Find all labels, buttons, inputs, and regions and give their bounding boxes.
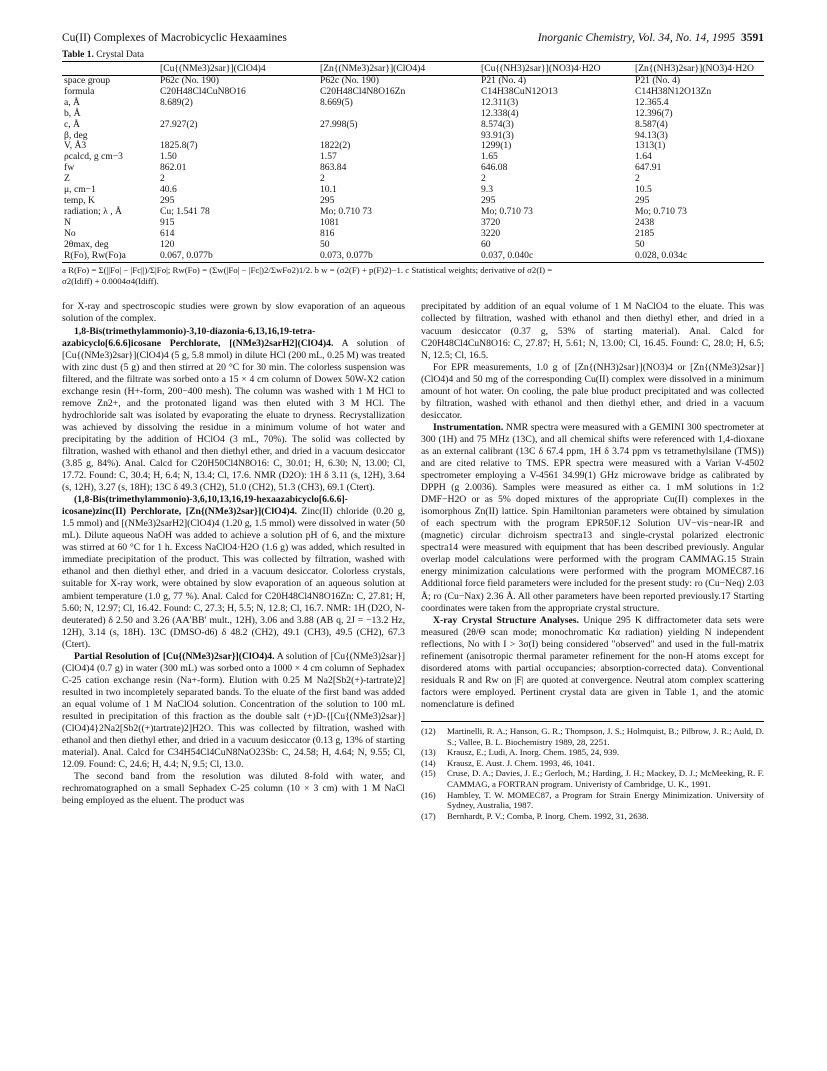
table-cell: 93.91(3) [481,129,514,141]
paragraph-heading: Partial Resolution of [Cu{(NMe3)2sar}](ClO4)4. [74,650,275,662]
table-cell: Mo; 0.710 73 [481,205,533,217]
table-footnote: σ2(Idiff) + 0.0004σ4(Idiff). [62,276,159,287]
paragraph-text: For EPR measurements, 1.0 g of [Zn{(NH3)2sar}](NO3)4 or [Zn{(NMe3)2sar}](ClO4)4 and 50 mg of the corresponding Cu(II) complex were dissolved in a minimum amount of hot water. On cooling, the pale blue product precipitated and was collected by filtration, washed with ethanol and then diethyl ether, and dried in a vacuum desiccator. [421,361,764,421]
table-cell: 2 [320,173,325,185]
paragraph [62,651,405,771]
reference-number: (12) [421,726,436,736]
reference-text: Martinelli, R. A.; Hanson, G. R.; Thompson, J. S.; Holmquist, B.; Pilbrow, J. R.; Auld, D. S.; Vallee, B. L. Biochemistry 1989, 28, 2251. [447,726,764,747]
paragraph-heading: X-ray Crystal Structure Analyses. [433,614,579,626]
row-label: R(Fo), Rw(Fo)a [62,251,158,263]
table-cell: 614 [160,227,175,239]
paragraph-text: Unique 295 K diffractometer data sets were measured (2θ/Θ scan mode; monochromatic Kα radiation) yielding N independent reflections, No with I > 3σ(I) being considered "observed" and used in the full-matrix refinement (anisotropic thermal parameter refinement for the non-H atoms except for disordered atoms with partial occupancies; absorption-corrected data). Conventional residuals R and Rw on |F| are quoted at convergence. Neutral atom complex scattering factors were employed. Pertinent crystal data are given in Table 1, and the atomic nomenclature is defined [421,614,764,710]
table-cell: Cu; 1.541 78 [160,205,210,217]
table-cell: 120 [160,238,175,250]
table-cell: 3220 [481,227,501,239]
table-cell: 12.311(3) [481,96,519,108]
table-cell: 863.84 [320,162,347,174]
row-label: fw [64,162,75,174]
table-cell: P62c (No. 190) [160,75,219,86]
table-cell: 915 [160,216,175,228]
table-cell: 0.037, 0.040c [479,251,633,263]
references [421,721,764,821]
header-right-group [538,32,764,48]
table-cell: 40.6 [160,184,177,196]
page [62,32,764,821]
reference-text: Cruse, D. A.; Davies, J. E.; Gerloch, M.; Harding, J. H.; Mackey, D. J.; McMeeking, R. F. CAMMAG, a FORTRAN program. Univeristy of Cambridge, U. K., 1991. [447,768,764,789]
paragraph-text: Zinc(II) chloride (0.20 g, 1.5 mmol) and [(NMe3)2sarH2](ClO4)4 (1.20 g, 1.5 mmol) were dissolved in water (50 mL). Dilute aqueous NaOH was added to achieve a solution pH of 6, and the mixture was stirred at 60 °C for 1 h. Excess NaClO4·H2O (1.6 g) was added, which resulted in immediate precipitation of the product. This was collected by filtration, washed with ethanol and then diethyl ether, and dried in a vacuum desiccator. Colorless crystals, suitable for X-ray work, were obtained by slow evaporation of an aqueous solution at ambient temperature (1.0 g, 77 %). Anal. Calcd for C20H48Cl4N8O16Zn: C, 27.81; H, 5.60; N, 12.97; Cl, 16.42. Found: C, 27.3; H, 5.5; N, 12.8; Cl, 16.7. NMR: 1H (D2O, N-deuterated) δ 2.50 and 3.26 (AA′BB′ mult., 12H), 3.06 and 3.88 (AB q, 2J = −13.2 Hz, 12H), 3.14 (s, 18H). 13C (DMSO-d6) δ 48.2 (CH2), 49.1 (CH3), 49.5 (CH2), 67.3 (Ctert). [62,506,406,650]
table-cell: 12.338(4) [481,107,519,119]
table-cell: 1825.8(7) [160,140,198,152]
row-label: N [64,216,71,228]
table-cell: 8.689(2) [160,96,193,108]
table-footnote: a R(Fo) = Σ(||Fo| − |Fc||)/Σ|Fo|; Rw(Fo) = (Σw(|Fo| − |Fc|)2/ΣwFo2)1/2. b w = (σ2(F) + p(F)2)−1. c Statistical weights; derivative of σ2(I) = [62,265,553,276]
reference-text: Bernhardt, P. V.; Comba, P. Inorg. Chem. 1992, 31, 2638. [447,810,649,821]
body-columns [62,301,764,821]
table-cell: C14H38CuN12O13 [481,85,558,97]
row-label: 2θmax, deg [64,238,109,250]
reference-item [421,790,764,811]
table-cell: 1.65 [481,151,498,163]
table-cell: 50 [635,238,645,250]
table-cell: 2 [160,173,165,185]
paragraph-text: precipitated by addition of an equal volume of 1 M NaClO4 to the eluate. This was collected by filtration, washed with ethanol and then diethyl ether, and dried in a vacuum desiccator (0.37 g, 53% of starting material). Anal. Calcd for C20H48Cl4CuN8O16: C, 27.87; H, 5.61; N, 13.00; Cl, 16.45. Found: C, 28.0; H, 6.5; N, 12.5; Cl, 16.5. [421,301,764,361]
table-cell: 2 [635,173,640,185]
reference-text: Krausz, E.; Ludi, A. Inorg. Chem. 1985, 24, 939. [447,747,620,758]
table-cell: P21 (No. 4) [635,75,681,86]
paragraph-heading: Instrumentation. [433,421,504,433]
table-cell: 295 [160,194,175,206]
table-cell [158,109,318,120]
table-cell: 8.587(4) [635,118,668,130]
col-header: [Cu{(NMe3)2sar}](ClO4)4 [158,62,318,76]
row-label: space group [64,75,111,86]
table-cell: 1822(2) [320,140,351,152]
row-label: temp, K [64,194,95,206]
table-cell: 1.57 [320,151,337,163]
row-label: No [64,227,76,239]
table-cell: 27.998(5) [320,118,358,130]
table-row [62,120,764,131]
paragraph [62,301,405,325]
header-journal: Inorganic Chemistry, Vol. 34, No. 14, 1995 [537,32,735,44]
table-cell: C20H48Cl4CuN8O16 [160,85,246,97]
crystal-data-table [62,61,764,263]
paragraph [421,301,764,361]
table-cell: 1.50 [160,151,177,163]
table-footnotes [62,265,764,287]
header-left: Cu(II) Complexes of Macrobicyclic Hexaamines [62,32,287,44]
paragraph-heading: 1,8-Bis(trimethylammonio)-3,10-diazonia-6,13,16,19-tetra-azabicyclo[6.6.6]icosane Perchlorate, [(NMe3)2sarH2](ClO4)4. [62,325,334,349]
reference-item [421,726,764,747]
paragraph [421,422,764,615]
table-cell: 646.08 [481,162,508,174]
table-cell: 0.028, 0.034c [633,251,764,263]
paragraph-text: The second band from the resolution was diluted 8-fold with water, and rechromatographed on a small Sephadex C-25 column (10 × 3 cm) with 1 M NaCl being employed as the eluent. The product was [62,771,405,807]
table-cell: 94.13(3) [635,129,668,141]
table-row [62,163,764,174]
row-label: Z [64,173,70,185]
paragraph-text: NMR spectra were measured with a GEMINI 300 spectrometer at 300 (1H) and 75 MHz (13C), and all chemical shifts were referenced with 1,4-dioxane as an external calibrant (13C δ 67.4 ppm, 1H δ 3.74 ppm vs tetramethylsilane (TMS)) and are cited relative to TMS. EPR spectra were measured with a Varian V-4502 spectrometer employing a V-4561 34.99(1) GHz microwave bridge as calibrated by DPPH (g 2.0036). Samples were measured as either ca. 1 mM solutions in 1:2 DMF−H2O or as 5% doped mixtures of the appropriate Cu(II) complexes in the isomorphous Zn(II) lattice. Spin Hamiltonian parameters were obtained by simulation of each spectrum with the program EPR50F.12 Solution UV−vis−near-IR and (magnetic) circular dichroism spectra13 and single-crystal polarized electronic spectra14 were measured with equipment that has been described previously. Angular overlap model calculations were performed with the program CAMMAG.15 Strain energy minimization calculations were performed with the program MOMEC87.16 Additional force field parameters were included for the present study: ro (Cu−Neq) 2.03 Å; ro (Cu−Nax) 2.36 Å. All other parameters have been reported previously.17 Starting coordinates were taken from the appropriate crystal structure. [421,421,764,614]
paragraph [62,494,405,651]
row-label: V, Å3 [64,140,87,152]
reference-number: (15) [421,768,436,779]
reference-number: (17) [421,810,436,821]
col-header: [Cu{(NH3)2sar}](NO3)4·H2O [479,62,633,76]
table-cell [318,109,479,120]
table-cell: 2 [481,173,486,185]
running-header [62,32,764,48]
col-header: [Zn{(NH3)2sar}](NO3)4·H2O [633,62,764,76]
table-cell: 50 [320,238,330,250]
paragraph-text: A solution of [Cu{(NMe3)2sar}](ClO4)4 (5 g, 5.8 mmol) in dilute HCl (200 mL, 0.25 M) was treated with zinc dust (5 g) and then stirred at 20 °C for 30 min. The colorless suspension was filtered, and the filtrate was sorbed onto a 15 × 4 cm column of Dowex 50W-X2 cation exchange resin (H+-form, 200−400 mesh). The column was washed with 1 M HCl to remove Zn2+, and the protonated ligand was then eluted with 3 M HCl. The hydrochloride salt was isolated by evaporating the eluate to dryness. Recrystallization was achieved by dissolving the residue in a minimum volume of hot water and precipitating by the addition of HClO4 (3 mL, 70%). The solid was collected by filtration, washed with ethanol and then diethyl ether, and dried in a vacuum desiccator (3.85 g, 84%). Anal. Calcd for C20H50Cl4N8O16: C, 30.01; H, 6.30; N, 13.00; Cl, 17.72. Found: C, 30.4; H, 6.4; N, 13.4; Cl, 17.6. NMR (D2O): 1H δ 3.11 (s, 12H), 3.64 (s, 12H), 3.27 (s, 18H); 13C δ 49.3 (CH2), 51.0 (CH2), 51.3 (CH3), 69.1 (Ctert). [62,337,405,494]
table-cell: 295 [481,194,496,206]
table-cell: 9.3 [481,184,493,196]
table-cell: 295 [635,194,650,206]
left-column [62,301,405,821]
row-label: formula [64,85,95,97]
table-cell: 816 [320,227,335,239]
table-caption [62,50,764,60]
table-row [62,240,764,251]
table-cell: 2438 [635,216,655,228]
row-label: a, Å [64,96,80,108]
table-cell: 12.396(7) [635,107,673,119]
reference-number: (13) [421,747,436,758]
paragraph-text: A solution of [Cu{(NMe3)2sar}](ClO4)4 (0.7 g) in water (300 mL) was sorbed onto a 1000 × 4 cm column of Sephadex C-25 cation exchange resin (Na+-form). Elution with 0.25 M Na2[Sb2(+)-tartrate)2] resulted in two incompletely separated bands. To the eluate of the first band was added an equal volume of 1 M NaClO4 solution. Concentration of the solution to 100 mL resulted in precipitation of this fraction as the double salt (+)D-{[Cu{(NMe3)2sar}](ClO4)4}2Na2[Sb2((+)tartrate)2]H2O. This was collected by filtration, washed with ethanol and then diethyl ether, and dried in a vacuum desiccator (0.13 g, 13% of starting material). Anal. Calcd for C34H54Cl4CuN8NaO23Sb: C, 24.58; H, 4.64; N, 9.55; Cl, 12.09. Found: C, 24.6; H, 4.4; N, 9.5; Cl, 13.0. [62,650,405,771]
paragraph-heading: (1,8-Bis(trimethylammonio)-3,6,10,13,16,19-hexaazabicyclo[6.6.6]-icosane)zinc(II) Perchlorate, [Zn{(NMe3)2sar}](ClO4)4. [62,494,348,518]
table-cell: 647.91 [635,162,662,174]
table-cell: 60 [481,238,491,250]
paragraph [421,362,764,422]
table-cell: C20H48Cl4N8O16Zn [320,85,406,97]
col-header [62,62,158,76]
paragraph-text: for X-ray and spectroscopic studies were grown by slow evaporation of an aqueous solution of the complex. [62,301,405,325]
table-cell: 2185 [635,227,655,239]
reference-item [421,758,764,769]
table-row [62,251,764,263]
table-cell: C14H38N12O13Zn [635,85,712,97]
table-body [62,76,764,263]
table-cell: 1.64 [635,151,652,163]
reference-text: Krausz, E. Aust. J. Chem. 1993, 46, 1041. [447,757,595,768]
table-cell: 27.927(2) [160,118,198,130]
reference-item [421,768,764,789]
col-header: [Zn{(NMe3)2sar}](ClO4)4 [318,62,479,76]
table-row [62,109,764,120]
reference-item [421,811,764,822]
reference-number: (14) [421,757,436,768]
table-cell: 862.01 [160,162,187,174]
row-label: c, Å [64,118,80,130]
row-label: ρcalcd, g cm−3 [64,151,123,163]
table-cell: 0.073, 0.077b [318,251,479,263]
table-cell: 10.5 [635,184,652,196]
paragraph [62,326,405,495]
row-label: b, Å [64,107,81,119]
table-row [62,229,764,240]
table-cell: Mo; 0.710 73 [320,205,372,217]
reference-number: (16) [421,789,436,800]
row-label: β, deg [64,129,88,141]
table-cell: P21 (No. 4) [481,75,527,86]
reference-text: Hambley, T. W. MOMEC87, a Program for Strain Energy Minimization. University of Sydney, Australia, 1987. [447,789,764,811]
table-cell: P62c (No. 190) [320,75,379,86]
right-column [421,301,764,821]
table-caption-text: Crystal Data [96,50,144,60]
table-header-row [62,62,764,76]
table-caption-label: Table 1. [62,50,94,60]
table-cell: 1081 [320,216,340,228]
table-cell: 3720 [481,216,501,228]
table-cell: Mo; 0.710 73 [635,205,687,217]
paragraph [421,615,764,711]
table-cell: 10.1 [320,184,337,196]
table-cell: 1299(1) [481,140,512,152]
table-cell: 12.365.4 [635,96,669,108]
reference-item [421,747,764,758]
row-label: radiation; λ , Å [64,205,122,217]
page-number: 3591 [741,32,764,44]
right-column-text [421,301,764,711]
table-cell: 8.669(5) [320,96,353,108]
table-cell: 0.067, 0.077b [158,251,318,263]
table-cell: 1313(1) [635,140,666,152]
table-cell: 295 [320,194,335,206]
paragraph [62,771,405,807]
table-cell: 8.574(3) [481,118,514,130]
row-label: μ, cm−1 [64,184,96,196]
